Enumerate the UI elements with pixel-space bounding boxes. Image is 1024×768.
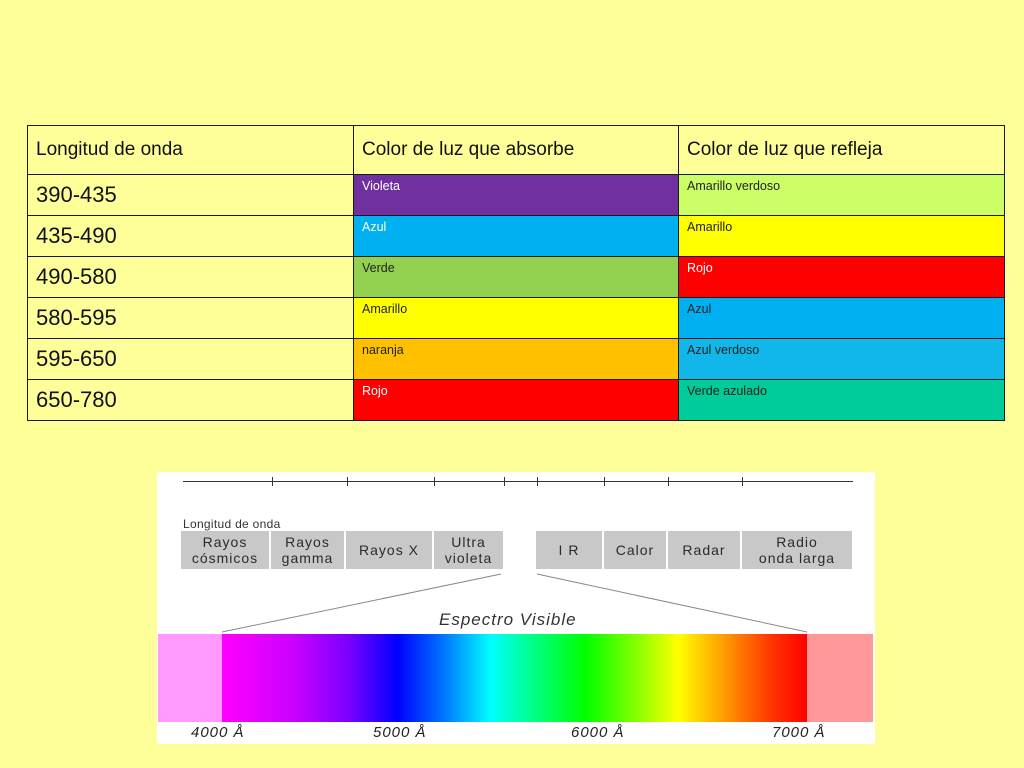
table-row	[28, 257, 1005, 298]
table-row	[28, 380, 1005, 421]
reflected-color-cell: Verde azulado	[679, 380, 1005, 421]
wavelength-range-cell: 595-650	[28, 339, 354, 380]
absorbed-color-cell: naranja	[354, 339, 679, 380]
ultraviolet-strip	[158, 634, 222, 722]
table-row	[28, 175, 1005, 216]
absorbed-color-cell: Azul	[354, 216, 679, 257]
header-wavelength: Longitud de onda	[28, 126, 354, 175]
band-gamma-rays: Rayos gamma	[271, 531, 344, 569]
band-infrared: I R	[536, 531, 602, 569]
axis-label-7000: 7000 Å	[772, 724, 826, 741]
axis-label-6000: 6000 Å	[571, 724, 625, 741]
table-row	[28, 216, 1005, 257]
visible-spectrum-gradient	[222, 634, 807, 722]
absorbed-color-cell: Amarillo	[354, 298, 679, 339]
table-header-row	[28, 126, 1005, 175]
band-cosmic-rays: Rayos cósmicos	[181, 531, 269, 569]
absorbed-color-cell: Violeta	[354, 175, 679, 216]
visible-spectrum-title: Espectro Visible	[439, 610, 577, 629]
reflected-color-cell: Azul verdoso	[679, 339, 1005, 380]
header-reflected-color: Color de luz que refleja	[679, 126, 1005, 175]
table-row	[28, 298, 1005, 339]
wavelength-color-table	[27, 125, 1005, 421]
infrared-strip	[807, 634, 873, 722]
wavelength-range-cell: 390-435	[28, 175, 354, 216]
reflected-color-cell: Amarillo verdoso	[679, 175, 1005, 216]
wavelength-range-cell: 650-780	[28, 380, 354, 421]
reflected-color-cell: Amarillo	[679, 216, 1005, 257]
band-heat: Calor	[604, 531, 666, 569]
band-x-rays: Rayos X	[346, 531, 432, 569]
band-ultraviolet: Ultra violeta	[434, 531, 503, 569]
table-row	[28, 339, 1005, 380]
band-radar: Radar	[668, 531, 740, 569]
reflected-color-cell: Azul	[679, 298, 1005, 339]
absorbed-color-cell: Rojo	[354, 380, 679, 421]
absorbed-color-cell: Verde	[354, 257, 679, 298]
axis-label-4000: 4000 Å	[191, 724, 245, 741]
header-absorbed-color: Color de luz que absorbe	[354, 126, 679, 175]
reflected-color-cell: Rojo	[679, 257, 1005, 298]
wavelength-range-cell: 435-490	[28, 216, 354, 257]
wavelength-range-cell: 490-580	[28, 257, 354, 298]
wavelength-label: Longitud de onda	[183, 517, 281, 531]
wavelength-range-cell: 580-595	[28, 298, 354, 339]
band-radio-long-wave: Radio onda larga	[742, 531, 852, 569]
axis-label-5000: 5000 Å	[373, 724, 427, 741]
electromagnetic-spectrum-figure	[157, 472, 875, 744]
